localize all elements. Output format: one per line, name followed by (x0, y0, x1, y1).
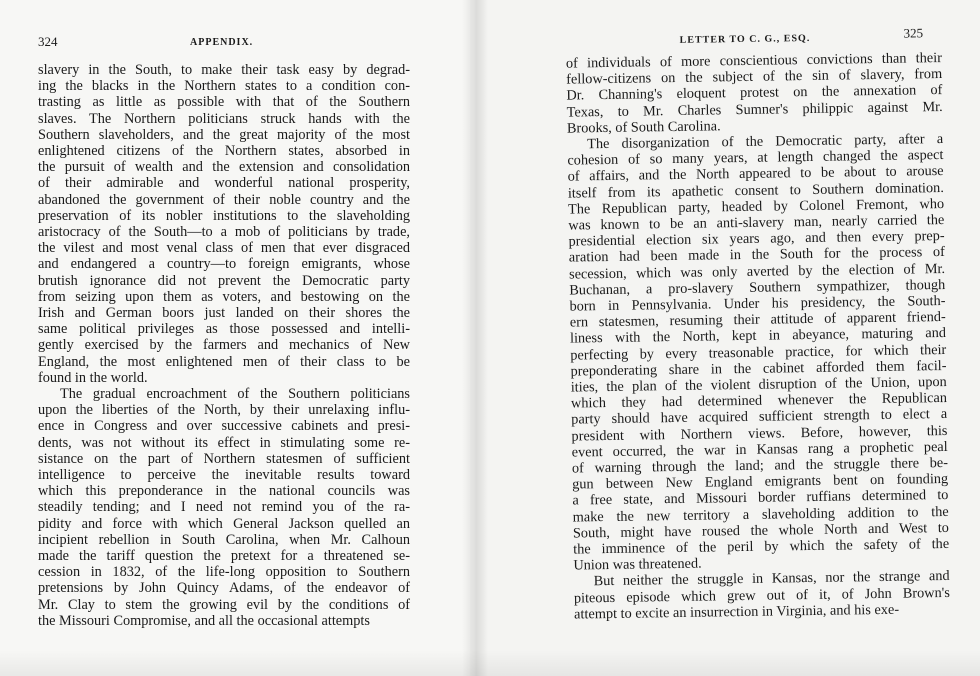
text-line: Dr. Channing's eloquent protest on the annexation of (566, 82, 943, 104)
right-page (470, 0, 980, 676)
text-line: abandoned the government of their noble country and the (38, 191, 410, 208)
text-line: Buchanan, a pro-slavery Southern sympathizer, though (569, 276, 946, 299)
text-line: born in Pennsylvania. Under his presidency, the South- (569, 292, 946, 315)
text-line: dents, was not without its effect in stimulating some re- (38, 434, 410, 451)
text-line: preponderating share in the cabinet afforded them facil- (570, 357, 947, 380)
text-line: The Republican party, headed by Colonel Fremont, who (567, 195, 945, 218)
text-line: was known to be an anti-slavery man, nearly carried the (568, 211, 945, 234)
text-line: made the tariff question the pretext for a threatened se- (38, 548, 410, 564)
text-line: gun between New England emigrants bent on founding (572, 471, 949, 493)
text-line: aration had been made in the South for the process of (568, 244, 945, 266)
text-line: The disorganization of the Democratic party, after a (587, 130, 944, 153)
text-line: But neither the struggle in Kansas, nor the strange and (593, 568, 950, 590)
text-line: cohesion of so many years, at length changed the aspect (567, 147, 944, 169)
right-running-head: LETTER TO C. G., ESQ. (679, 32, 811, 46)
text-line: itself from its apathetic consent to Southern domination. (567, 179, 944, 202)
text-line: president with Northern views. Before, however, this (571, 422, 948, 445)
text-line: the vilest and most venal class of men that ever disgraced (38, 240, 410, 257)
text-line: of warning through the land; and the struggle there be- (571, 454, 949, 477)
text-line: of affairs, and the North appeared to be about to arouse (567, 163, 944, 185)
text-line: same political privileges as those possessed and intelli- (38, 321, 410, 338)
text-line: which this preponderance in the national councils was (38, 483, 410, 500)
right-page-content (470, 0, 980, 676)
text-line: gently exercised by the farmers and mechanics of New (38, 337, 410, 354)
text-line: a free state, and Missouri border ruffians determined to (572, 487, 949, 509)
text-line: piteous episode which grew out of it, of John Brown's (573, 584, 950, 607)
text-line: ence in Congress and over successive cabinets and presi- (38, 418, 410, 435)
text-line: fellow-citizens on the subject of the sin of slavery, from (566, 66, 943, 88)
text-line: from seizing upon them as voters, and bestowing on the (38, 288, 410, 305)
text-line: ing the blacks in the Northern states to a condition con- (38, 78, 410, 95)
text-line: steadily tending; and I need not remind you of the ra- (38, 499, 410, 516)
text-line: the pursuit of wealth and the extension and consolidation (38, 159, 410, 176)
left-page (0, 0, 470, 676)
text-line: the Missouri Compromise, and all the occasional attempts (38, 612, 370, 629)
left-page-number: 324 (38, 34, 58, 49)
text-line: pretensions by John Quincy Adams, of the endeavor of (38, 580, 410, 597)
text-line: cession in 1832, of the life-long opposition to Southern (38, 564, 410, 581)
text-line: make the new territory a slaveholding addition to the (572, 503, 949, 526)
text-line: The gradual encroachment of the Southern politicians (60, 386, 410, 402)
text-line: the imminence of the peril by which the safety of the (573, 535, 950, 558)
text-line: of their admirable and wonderful national prosperity, (38, 175, 410, 192)
text-line: event occurred, the war in Kansas rang a prophetic peal (571, 438, 948, 461)
text-line: presidential election six years ago, and then every prep- (568, 228, 945, 250)
text-line: attempt to excite an insurrection in Virginia, and his exe- (574, 601, 900, 623)
text-line: ern statesmen, resuming their attitude of apparent friend- (569, 309, 946, 331)
text-line: Texas, to Mr. Charles Sumner's philippic against Mr. (566, 98, 943, 121)
text-line: aristocracy of the South—to a mob of politicians by trade, (38, 224, 410, 240)
text-line: incipient rebellion in South Carolina, when Mr. Calhoun (38, 531, 410, 548)
text-line: England, the most enlightened men of their class to be (38, 353, 410, 370)
text-line: Irish and German boors just landed on their shores the (38, 305, 410, 321)
right-page-number: 325 (903, 25, 924, 41)
text-line: Union was threatened. (573, 555, 702, 574)
text-line: South, might have roused the whole North and West to (572, 519, 950, 542)
text-line: sistance on the part of Northern statesmen of sufficient (38, 450, 410, 467)
text-line: and endangered a country—to foreign emigrants, whose (38, 256, 410, 273)
text-line: party should have acquired sufficient strength to elect a (571, 406, 948, 428)
text-line: which they had determined whenever the Republican (570, 390, 948, 412)
left-running-head: APPENDIX. (190, 37, 254, 48)
text-line: secession, which was only averted by the election of Mr. (568, 260, 946, 283)
text-line: Southern slaveholders, and the great majority of the most (38, 126, 410, 143)
text-line: found in the world. (38, 369, 148, 386)
text-line: slaves. The Northern politicians struck hands with the (38, 110, 410, 127)
text-line: preservation of its nobler institutions to the slaveholding (38, 207, 410, 224)
text-line: trasting as little as possible with that of the Southern (38, 94, 410, 111)
text-line: slavery in the South, to make their task easy by degrad- (38, 62, 410, 78)
text-line: of individuals of more conscientious convictions than their (565, 50, 943, 72)
text-line: perfecting by every treasonable practice, for which their (570, 341, 947, 364)
text-line: brutish ignorance did not prevent the Democratic party (38, 272, 410, 289)
text-line: enlightened citizens of the Northern states, absorbed in (38, 143, 410, 159)
text-line: ities, the plan of the violent disruption of the Union, upon (570, 373, 947, 396)
text-line: upon the liberties of the North, by their unrelaxing influ- (38, 402, 410, 419)
text-line: intelligence to perceive the inevitable results toward (38, 467, 410, 483)
text-line: Brooks, of South Carolina. (566, 118, 721, 137)
text-line: liness with the North, kept in abeyance, maturing and (569, 325, 947, 347)
text-line: pidity and force with which General Jackson quelled an (38, 515, 410, 532)
text-line: Mr. Clay to stem the growing evil by the conditions of (38, 596, 410, 613)
